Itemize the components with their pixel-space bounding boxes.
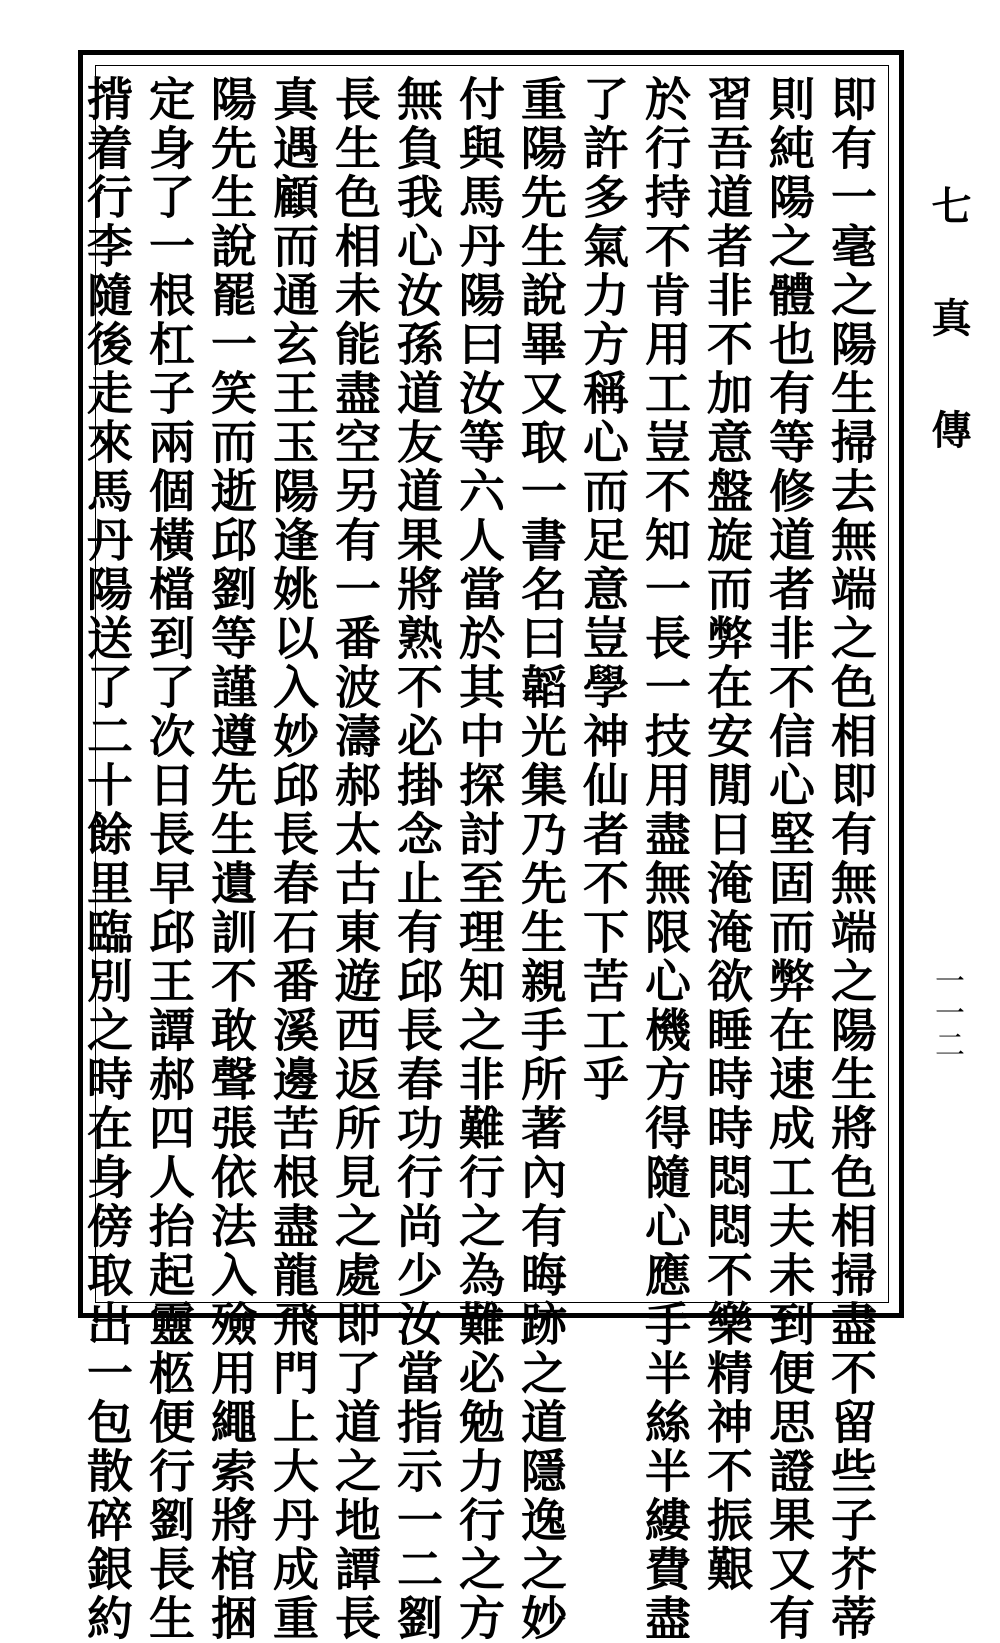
text-column: 了許多氣力方稱心而足意豈學神仙者不下苦工乎: [576, 75, 630, 1104]
book-title: 七真傳: [925, 185, 972, 521]
text-column: 付與馬丹陽曰汝等六人當於其中探討至理知之非難行之為難必勉力行之方: [452, 75, 506, 1643]
text-column: 習吾道者非不加意盤旋而弊在安閒日淹淹欲睡時時悶悶不樂精神不振艱: [700, 75, 754, 1594]
text-column: 揹着行李隨後走來馬丹陽送了二十餘里臨別之時在身傍取出一包散碎銀約: [80, 75, 134, 1643]
text-column: 陽先生說罷一笑而逝邱劉等謹遵先生遺訓不敢聲張依法入殮用繩索將棺捆: [204, 75, 258, 1643]
text-column: 即有一毫之陽生掃去無端之色相即有無端之陽生將色相掃盡不留些子芥蒂: [824, 75, 878, 1643]
text-column: 無負我心汝孫道友道果將熟不必掛念止有邱長春功行尚少汝當指示一二劉: [390, 75, 444, 1643]
main-text: [80, 75, 882, 1643]
text-column: 於行持不肯用工豈不知一長一技用盡無限心機方得隨心應手半絲半縷費盡: [638, 75, 692, 1643]
text-column: 重陽先生說畢又取一書名曰韜光集乃先生親手所著內有晦跡之道隱逸之妙: [514, 75, 568, 1643]
text-column: 長生色相未能盡空另有一番波濤郝太古東遊西返所見之處即了道之地譚長: [328, 75, 382, 1643]
text-column: 真遇顧而通玄王玉陽逢姚以入妙邱長春石番溪邊苦根盡龍飛門上大丹成重: [266, 75, 320, 1643]
text-column: 定身了一根杠子兩個橫檔到了次日長早邱王譚郝四人抬起靈柩便行劉長生: [142, 75, 196, 1643]
text-column: 則純陽之體也有等修道者非不信心堅固而弊在速成工夫未到便思證果又有: [762, 75, 816, 1643]
page-number: 一一二: [929, 965, 964, 1061]
